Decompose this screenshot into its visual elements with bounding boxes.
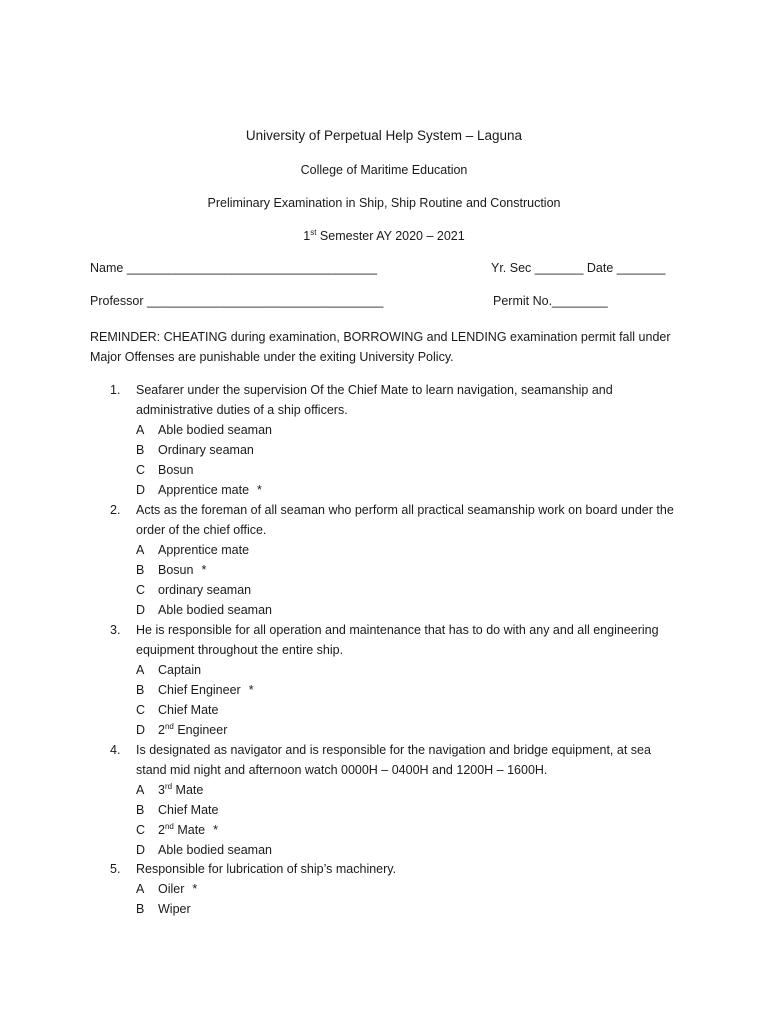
exam-title: Preliminary Examination in Ship, Ship Routine and Construction [207, 196, 561, 210]
question-1 [110, 380, 680, 420]
option-letter: A [136, 423, 145, 437]
option-d[interactable] [136, 600, 272, 620]
option-c[interactable] [136, 580, 251, 600]
option-letter: A [136, 783, 145, 797]
option-text: Chief Mate [158, 703, 219, 717]
option-letter: B [136, 563, 145, 577]
option-a[interactable] [136, 660, 201, 680]
option-ordinal-number: 2 [158, 723, 165, 737]
option-text: Apprentice mate [158, 483, 250, 497]
question-2 [110, 500, 680, 540]
semester-line [0, 229, 768, 243]
option-text: Bosun [158, 463, 194, 477]
option-letter: C [136, 463, 146, 477]
option-ordinal-number: 3 [158, 783, 165, 797]
name-field[interactable]: Name ____________________________________ [90, 261, 378, 275]
option-letter: C [136, 583, 146, 597]
option-a[interactable] [136, 780, 203, 800]
option-letter: D [136, 603, 146, 617]
option-c[interactable] [136, 460, 193, 480]
option-b[interactable] [136, 800, 218, 820]
option-b[interactable] [136, 440, 254, 460]
option-text: Engineer [173, 723, 228, 737]
option-text: Apprentice mate [158, 543, 250, 557]
option-c[interactable] [136, 700, 218, 720]
option-letter: B [136, 683, 145, 697]
option-a[interactable] [136, 420, 272, 440]
option-d[interactable] [136, 480, 262, 500]
question-number: 5. [110, 862, 121, 876]
option-text: ordinary seaman [158, 583, 252, 597]
option-text: Chief Engineer [158, 683, 241, 697]
option-letter: D [136, 843, 146, 857]
answer-mark: * [192, 882, 198, 896]
option-ordinal-suffix: nd [164, 821, 174, 831]
professor-field[interactable]: Professor __________________________________ [90, 294, 384, 308]
semester-number: 1 [303, 229, 311, 243]
option-text: Ordinary seaman [158, 443, 254, 457]
answer-mark: * [257, 483, 262, 497]
option-text: Chief Mate [158, 803, 219, 817]
question-number: 4. [110, 743, 121, 757]
option-text: Mate [173, 823, 206, 837]
option-b[interactable] [136, 680, 254, 700]
option-c[interactable] [136, 820, 218, 840]
option-b[interactable] [136, 560, 206, 580]
option-d[interactable] [136, 720, 227, 740]
answer-mark: * [248, 683, 254, 697]
option-ordinal-suffix: rd [164, 781, 173, 791]
question-text: Is designated as navigator and is responsible for the navigation and bridge equipment, at sea stand mid night and afternoon watch 0000H – 0400H and 1200H – 1600H. [136, 743, 651, 777]
option-text: Able bodied seaman [158, 423, 272, 437]
question-text: Acts as the foreman of all seaman who perform all practical seamanship work on board under the order of the chief office. [136, 503, 674, 537]
option-text: Wiper [158, 902, 191, 916]
option-a[interactable] [136, 540, 249, 560]
question-4 [110, 740, 680, 780]
option-text: Bosun [158, 563, 194, 577]
question-3 [110, 620, 680, 660]
option-letter: D [136, 723, 146, 737]
college-title: College of Maritime Education [300, 163, 468, 177]
question-text: Seafarer under the supervision Of the Chief Mate to learn navigation, seamanship and administrative duties of a ship officers. [136, 383, 613, 417]
question-number: 1. [110, 383, 121, 397]
reminder-text: REMINDER: CHEATING during examination, BORROWING and LENDING examination permit fall under Major Offenses are punishable under the exiting University Policy. [90, 330, 671, 364]
option-a[interactable] [136, 879, 197, 899]
option-letter: C [136, 703, 146, 717]
semester-text: Semester AY 2020 – 2021 [316, 229, 465, 243]
university-title: University of Perpetual Help System – Laguna [245, 128, 523, 143]
option-ordinal-suffix: nd [164, 721, 174, 731]
option-letter: B [136, 803, 145, 817]
option-text: Captain [158, 663, 202, 677]
option-letter: B [136, 902, 145, 916]
option-text: Mate [172, 783, 204, 797]
permit-field[interactable]: Permit No.________ [493, 294, 608, 308]
option-letter: D [136, 483, 146, 497]
option-b[interactable] [136, 899, 191, 919]
option-d[interactable] [136, 840, 272, 860]
answer-mark: * [201, 563, 207, 577]
option-text: Oiler [158, 882, 185, 896]
option-letter: C [136, 823, 146, 837]
answer-mark: * [213, 823, 218, 837]
yr-sec-date-field[interactable]: Yr. Sec _______ Date _______ [491, 261, 666, 275]
option-letter: A [136, 882, 145, 896]
option-letter: A [136, 543, 145, 557]
option-text: Able bodied seaman [158, 843, 272, 857]
question-number: 3. [110, 623, 121, 637]
option-text: Able bodied seaman [158, 603, 272, 617]
option-letter: B [136, 443, 145, 457]
option-ordinal-number: 2 [158, 823, 165, 837]
question-5 [110, 859, 680, 879]
question-text: He is responsible for all operation and maintenance that has to do with any and all engineering equipment throughout the entire ship. [136, 623, 659, 657]
option-letter: A [136, 663, 145, 677]
question-number: 2. [110, 503, 121, 517]
semester-suffix: st [310, 227, 317, 237]
question-text: Responsible for lubrication of ship’s machinery. [136, 862, 397, 876]
